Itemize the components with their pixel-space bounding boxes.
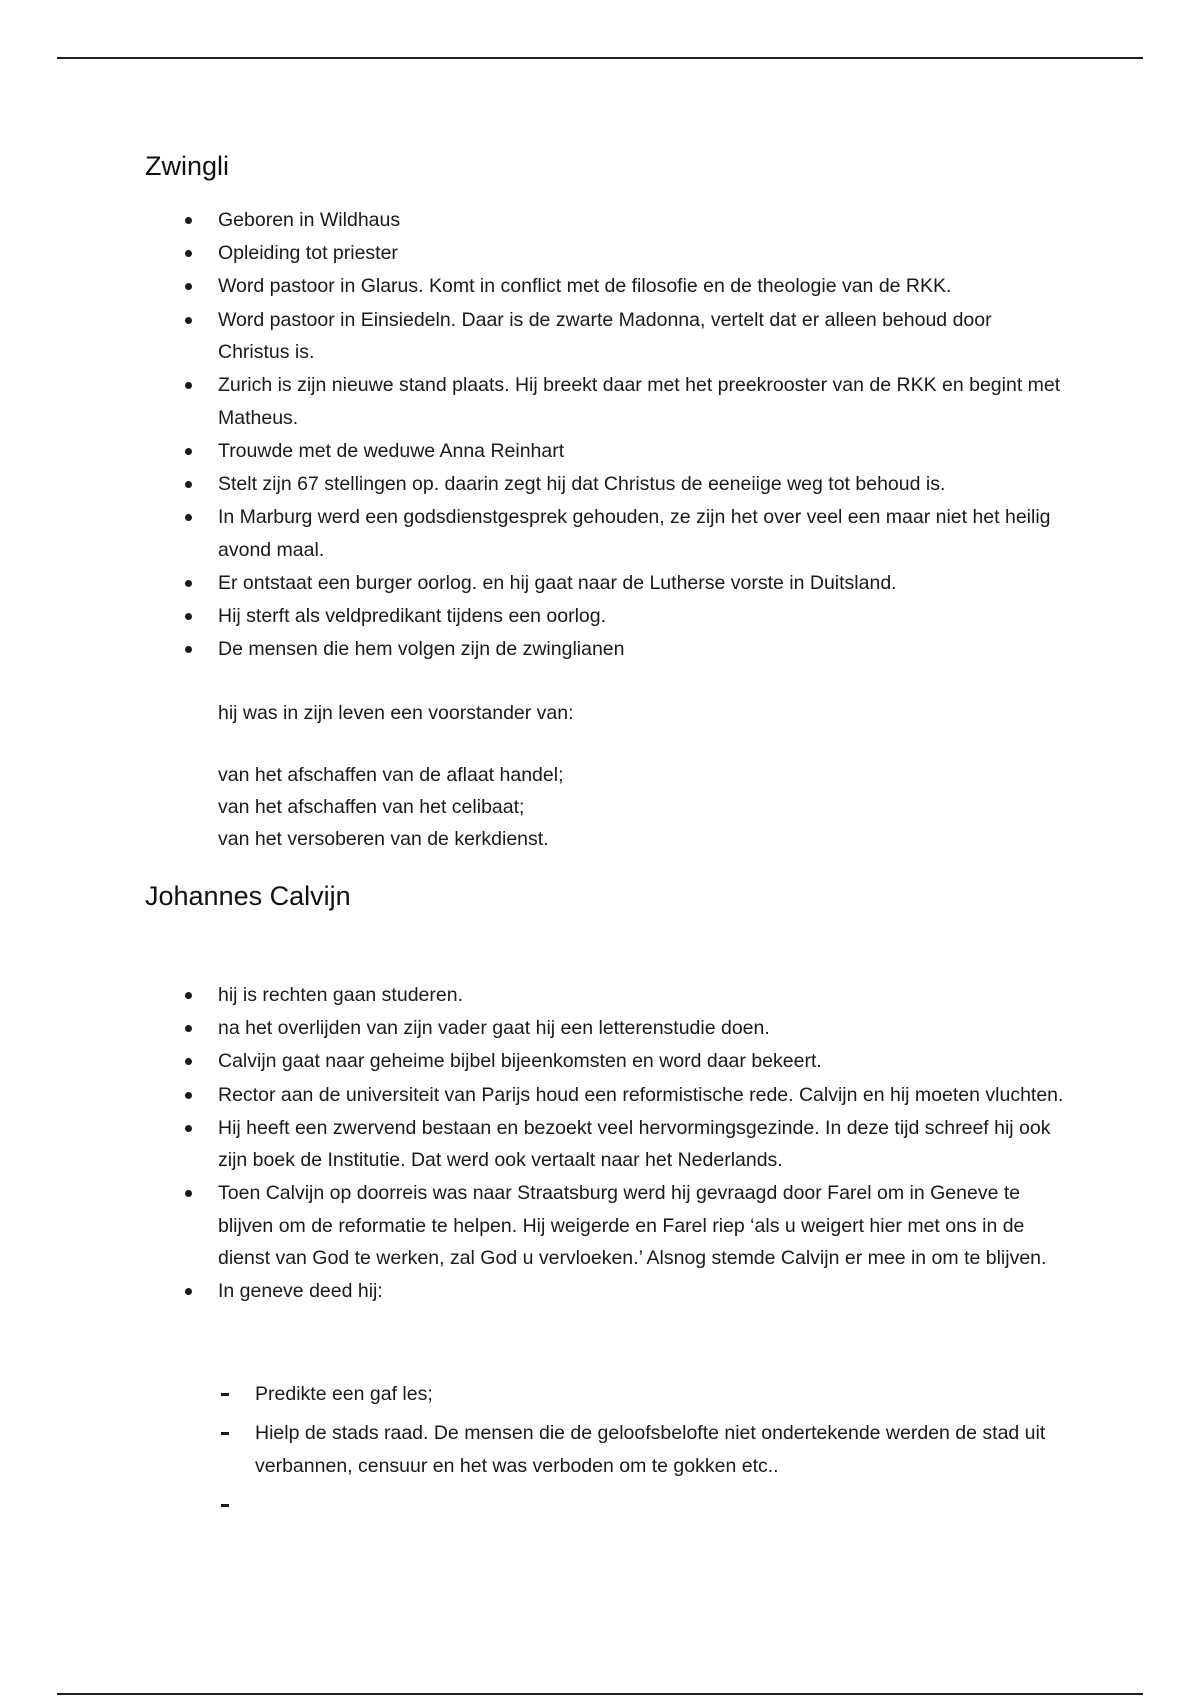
list-item: In Marburg werd een godsdienstgesprek gehouden, ze zijn het over veel een maar niet het heilig avond maal. [145, 501, 1065, 566]
calvijn-bullet-list [145, 979, 1065, 1309]
list-item: hij is rechten gaan studeren. [145, 979, 1065, 1011]
list-item: Opleiding tot priester [145, 237, 1065, 269]
list-item: Word pastoor in Einsiedeln. Daar is de zwarte Madonna, vertelt dat er alleen behoud door Christus is. [145, 304, 1065, 369]
list-item: Zurich is zijn nieuwe stand plaats. Hij breekt daar met het preekrooster van de RKK en begint met Matheus. [145, 369, 1065, 434]
zwingli-advocacy-line: van het afschaffen van het celibaat; [218, 796, 525, 818]
zwingli-advocacy-line: van het versoberen van de kerkdienst. [218, 828, 549, 850]
header-rule [57, 57, 1143, 59]
list-item: Er ontstaat een burger oorlog. en hij gaat naar de Lutherse vorste in Duitsland. [145, 567, 1065, 599]
zwingli-bullet-list [145, 204, 1065, 666]
list-item: Rector aan de universiteit van Parijs houd een reformistische rede. Calvijn en hij moeten vluchten. [145, 1079, 1065, 1111]
list-item: Predikte een gaf les; [145, 1378, 1065, 1410]
list-item: Toen Calvijn op doorreis was naar Straatsburg werd hij gevraagd door Farel om in Geneve te blijven om de reformatie te helpen. Hij weigerde en Farel riep ‘als u weigert hier met ons in de dienst van God te werken, zal God u vervloeken.’ Alsnog stemde Calvijn er mee in om te blijven. [145, 1177, 1065, 1274]
footer-rule [57, 1693, 1143, 1695]
calvijn-geneve-sublist [145, 1378, 1065, 1528]
list-item: Word pastoor in Glarus. Komt in conflict met de filosofie en de theologie van de RKK. [145, 270, 1065, 302]
list-item: Trouwde met de weduwe Anna Reinhart [145, 435, 1065, 467]
list-item: Hielp de stads raad. De mensen die de geloofsbelofte niet ondertekende werden de stad uit verbannen, censuur en het was verboden om te gokken etc.. [145, 1417, 1065, 1482]
list-item: Hij heeft een zwervend bestaan en bezoekt veel hervormingsgezinde. In deze tijd schreef hij ook zijn boek de Institutie. Dat werd ook vertaalt naar het Nederlands. [145, 1112, 1065, 1177]
list-item: na het overlijden van zijn vader gaat hij een letterenstudie doen. [145, 1012, 1065, 1044]
list-item: Hij sterft als veldpredikant tijdens een oorlog. [145, 600, 1065, 632]
section-heading-calvijn: Johannes Calvijn [145, 881, 351, 911]
list-item: In geneve deed hij: [145, 1275, 1065, 1307]
zwingli-intro-text: hij was in zijn leven een voorstander van: [218, 702, 574, 724]
list-item [145, 1489, 1065, 1521]
list-item: De mensen die hem volgen zijn de zwinglianen [145, 633, 1065, 665]
section-heading-zwingli: Zwingli [145, 151, 230, 181]
list-item: Calvijn gaat naar geheime bijbel bijeenkomsten en word daar bekeert. [145, 1045, 1065, 1077]
list-item: Stelt zijn 67 stellingen op. daarin zegt hij dat Christus de eeneiige weg tot behoud is. [145, 468, 1065, 500]
zwingli-advocacy-line: van het afschaffen van de aflaat handel; [218, 764, 564, 786]
list-item: Geboren in Wildhaus [145, 204, 1065, 236]
